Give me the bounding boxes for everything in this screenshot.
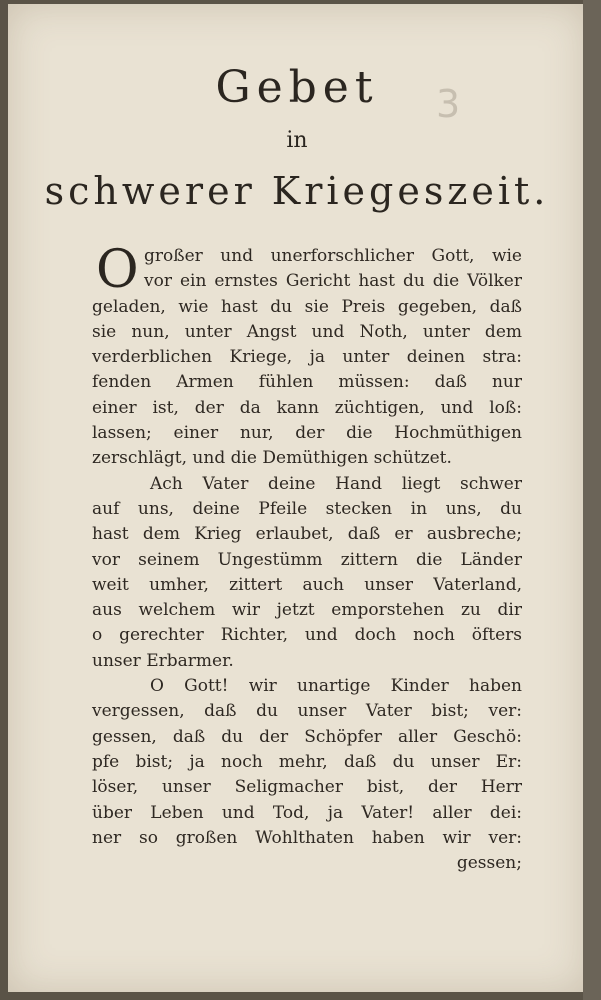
document-page	[8, 4, 586, 992]
text-line: lassen; einer nur, der die Hochmüthigen	[92, 423, 522, 444]
text-line: vergessen, daß du unser Vater bist; ver:	[92, 701, 522, 722]
corner-mark: 3	[436, 82, 461, 126]
text-line: großer und unerforschlicher Gott, wie	[144, 246, 522, 266]
text-line: einer ist, der da kann züchtigen, und loß:	[92, 397, 522, 418]
text-line: aus welchem wir jetzt emporstehen zu dir	[92, 600, 522, 621]
text-line: O Gott! wir unartige Kinder haben	[150, 676, 522, 697]
text-line: o gerechter Richter, und doch noch öfters	[92, 625, 522, 646]
text-line: unser Erbarmer.	[92, 650, 234, 671]
text-line: über Leben und Tod, ja Vater! aller dei:	[92, 802, 522, 823]
text-line: auf uns, deine Pfeile stecken in uns, du	[92, 498, 522, 519]
text-line: sie nun, unter Angst und Noth, unter dem	[92, 321, 522, 342]
title-line-2: in	[286, 128, 308, 153]
text-line: Ach Vater deine Hand liegt schwer	[150, 473, 522, 494]
text-line: gessen, daß du der Schöpfer aller Geschö:	[92, 726, 522, 747]
drop-initial: O	[96, 240, 139, 300]
text-line: geladen, wie hast du sie Preis gegeben, daß	[92, 296, 522, 317]
text-line: vor ein ernstes Gericht hast du die Völker	[144, 271, 522, 292]
text-line: gessen;	[456, 853, 522, 874]
text-line: löser, unser Seligmacher bist, der Herr	[92, 777, 522, 798]
title-line-3: schwerer Kriegeszeit.	[44, 169, 550, 213]
text-line: ner so großen Wohlthaten haben wir ver:	[92, 827, 522, 848]
text-line: vor seinem Ungestümm zittern die Länder	[92, 549, 522, 570]
body-text	[92, 240, 522, 876]
text-line: pfe bist; ja noch mehr, daß du unser Er:	[92, 751, 522, 772]
title-line-1: Gebet	[215, 62, 379, 113]
text-line: zerschlägt, und die Demüthigen schützet.	[92, 448, 452, 469]
scan-background-edge	[583, 0, 601, 1000]
text-line: hast dem Krieg erlaubet, daß er ausbreche;	[92, 524, 522, 545]
text-line: fenden Armen fühlen müssen: daß nur	[92, 372, 522, 393]
text-line: weit umher, zittert auch unser Vaterland,	[92, 574, 522, 595]
text-line: verderblichen Kriege, ja unter deinen stra:	[92, 347, 522, 368]
